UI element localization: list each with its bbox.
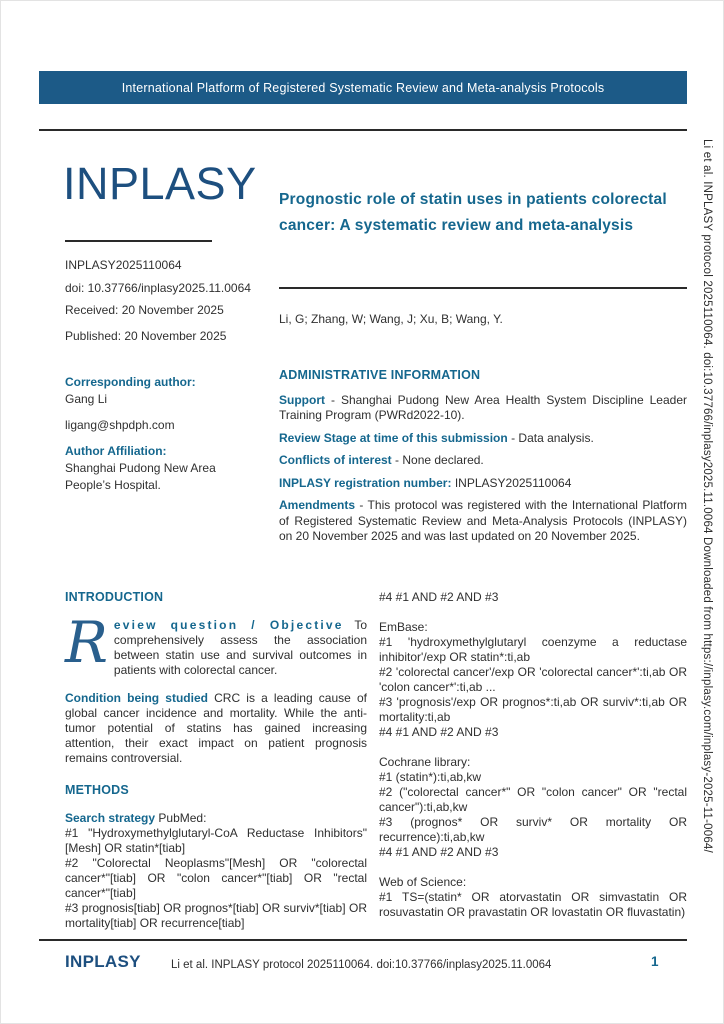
text-line: #2 ("colorectal cancer*" OR "colon cancer" OR "rectal cancer"):ti,ab,kw <box>379 785 687 814</box>
spacer <box>65 434 275 443</box>
affiliation-label: Author Affiliation: <box>65 444 167 458</box>
conflicts-row <box>279 453 687 469</box>
admin-heading: ADMINISTRATIVE INFORMATION <box>279 368 481 382</box>
text-line: #1 (statin*):ti,ab,kw <box>379 770 482 784</box>
margin-citation-vertical: Li et al. INPLASY protocol 2025110064. doi:10.37766/inplasy2025.11.0064 Downloaded from https://inplasy.com/inplasy-2025-11-0064/ <box>701 139 713 853</box>
registration-number-text: INPLASY2025110064 <box>454 475 572 490</box>
objective-text: To comprehensively assess the association between statin use and survival outcomes in patients with colorectal cancer. <box>113 618 367 677</box>
amendments-text: - This protocol was registered with the International Platform of Registered Systematic Review and Meta-Analysis Protocols (INPLASY) on 20 November 2025 and was last updated on 20 November 2025. <box>279 498 687 543</box>
dropcap-r: R <box>65 610 108 676</box>
search-strategy-label: Search strategy <box>65 811 156 825</box>
corresponding-author-name: Gang Li <box>65 392 108 406</box>
title-rule <box>279 287 687 289</box>
methods-heading: METHODS <box>65 783 129 797</box>
journal-banner-text: International Platform of Registered Systematic Review and Meta-analysis Protocols <box>121 80 605 95</box>
text-line: #2 'colorectal cancer'/exp OR 'colorectal cancer*':ti,ab OR 'colon cancer*':ti,ab ... <box>379 665 687 694</box>
published-date: Published: 20 November 2025 <box>65 328 227 343</box>
cochrane-search-block <box>379 755 687 860</box>
text-line: #1 "Hydroxymethylglutaryl-CoA Reductase Inhibitors"[Mesh] OR statin*[tiab] <box>65 826 367 855</box>
text-line: #2 "Colorectal Neoplasms"[Mesh] OR "colorectal cancer*"[tiab] OR "colon cancer*"[tiab] OR "rectal cancer*"[tiab] <box>65 856 367 900</box>
inplasy-logo: INPLASY <box>63 158 257 209</box>
search-strategy-database: PubMed: <box>158 811 207 825</box>
text-line: Web of Science: <box>379 875 467 889</box>
text-line: #3 (prognos* OR surviv* OR mortality OR recurrence):ti,ab,kw <box>379 815 687 844</box>
condition-paragraph <box>65 691 367 766</box>
review-stage-text: - Data analysis. <box>511 430 594 445</box>
objective-label: eview question / Objective <box>113 618 344 632</box>
author-list: Li, G; Zhang, W; Wang, J; Xu, B; Wang, Y. <box>279 312 503 326</box>
registration-id: INPLASY2025110064 <box>65 258 182 272</box>
spacer <box>65 408 275 417</box>
support-text: - Shanghai Pudong New Area Health System Discipline Leader Training Program (PWRd2022-10). <box>279 392 687 422</box>
introduction-heading: INTRODUCTION <box>65 590 164 604</box>
left-column <box>65 590 367 931</box>
text-line: #4 #1 AND #2 AND #3 <box>379 845 499 859</box>
text-line: EmBase: <box>379 620 428 634</box>
corresponding-author-label: Corresponding author: <box>65 375 196 389</box>
text-line: #1 TS=(statin* OR atorvastatin OR simvastatin OR rosuvastatin OR pravastatin OR lovastatin OR fluvastatin) <box>379 890 687 919</box>
objective-paragraph <box>65 610 367 678</box>
wos-search-block <box>379 875 687 920</box>
received-date: Received: 20 November 2025 <box>65 303 224 317</box>
conflicts-label: Conflicts of interest <box>279 453 392 467</box>
doi-line: doi: 10.37766/inplasy2025.11.0064 <box>65 280 251 295</box>
corresponding-author-email: ligang@shpdph.com <box>65 418 175 432</box>
review-stage-row <box>279 431 687 447</box>
footer-rule <box>39 939 687 941</box>
article-title: Prognostic role of statin uses in patients colorectal cancer: A systematic review and meta-analysis <box>279 191 667 234</box>
review-stage-label: Review Stage at time of this submission <box>279 430 508 445</box>
embase-search-block <box>379 620 687 740</box>
support-row <box>279 393 687 424</box>
text-line: #3 prognosis[tiab] OR prognos*[tiab] OR surviv*[tiab] OR mortality[tiab] OR recurrence[tiab] <box>65 901 367 930</box>
pubmed-tail-line <box>379 590 687 605</box>
page-number: 1 <box>651 954 659 969</box>
amendments-label: Amendments <box>279 498 356 512</box>
contact-block <box>65 374 275 494</box>
conflicts-text: - None declared. <box>395 453 484 467</box>
top-rule <box>39 129 687 131</box>
search-strategy-intro <box>65 811 367 826</box>
text-line: #4 #1 AND #2 AND #3 <box>379 725 499 739</box>
pubmed-query-lines <box>65 826 367 931</box>
right-column <box>379 590 687 935</box>
affiliation-line: People’s Hospital. <box>65 478 161 492</box>
condition-text: CRC is a leading cause of global cancer incidence and mortality. While the anti-tumor potential of statins has gained increasing attention, their exact impact on patient prognosis remains controversial. <box>65 691 367 765</box>
logo-underline-rule <box>65 240 212 242</box>
footer-inplasy-logo: INPLASY <box>65 952 141 971</box>
text-line: #4 #1 AND #2 AND #3 <box>379 590 499 604</box>
affiliation-line: Shanghai Pudong New Area <box>65 461 216 475</box>
footer-citation: Li et al. INPLASY protocol 2025110064. doi:10.37766/inplasy2025.11.0064 <box>171 959 552 971</box>
condition-label: Condition being studied <box>65 691 208 705</box>
pubmed-search-block <box>65 811 367 931</box>
text-line: Cochrane library: <box>379 755 471 769</box>
amendments-row <box>279 498 687 545</box>
text-line: #3 'prognosis'/exp OR prognos*:ti,ab OR surviv*:ti,ab OR mortality:ti,ab <box>379 695 687 724</box>
administrative-information-section <box>279 368 687 552</box>
registration-number-label: INPLASY registration number: <box>279 475 452 490</box>
text-line: #1 'hydroxymethylglutaryl coenzyme a reductase inhibitor'/exp OR statin*:ti,ab <box>379 635 687 664</box>
registration-meta <box>65 254 251 347</box>
journal-banner <box>39 71 687 104</box>
registration-number-row <box>279 476 687 492</box>
support-label: Support <box>279 392 325 407</box>
